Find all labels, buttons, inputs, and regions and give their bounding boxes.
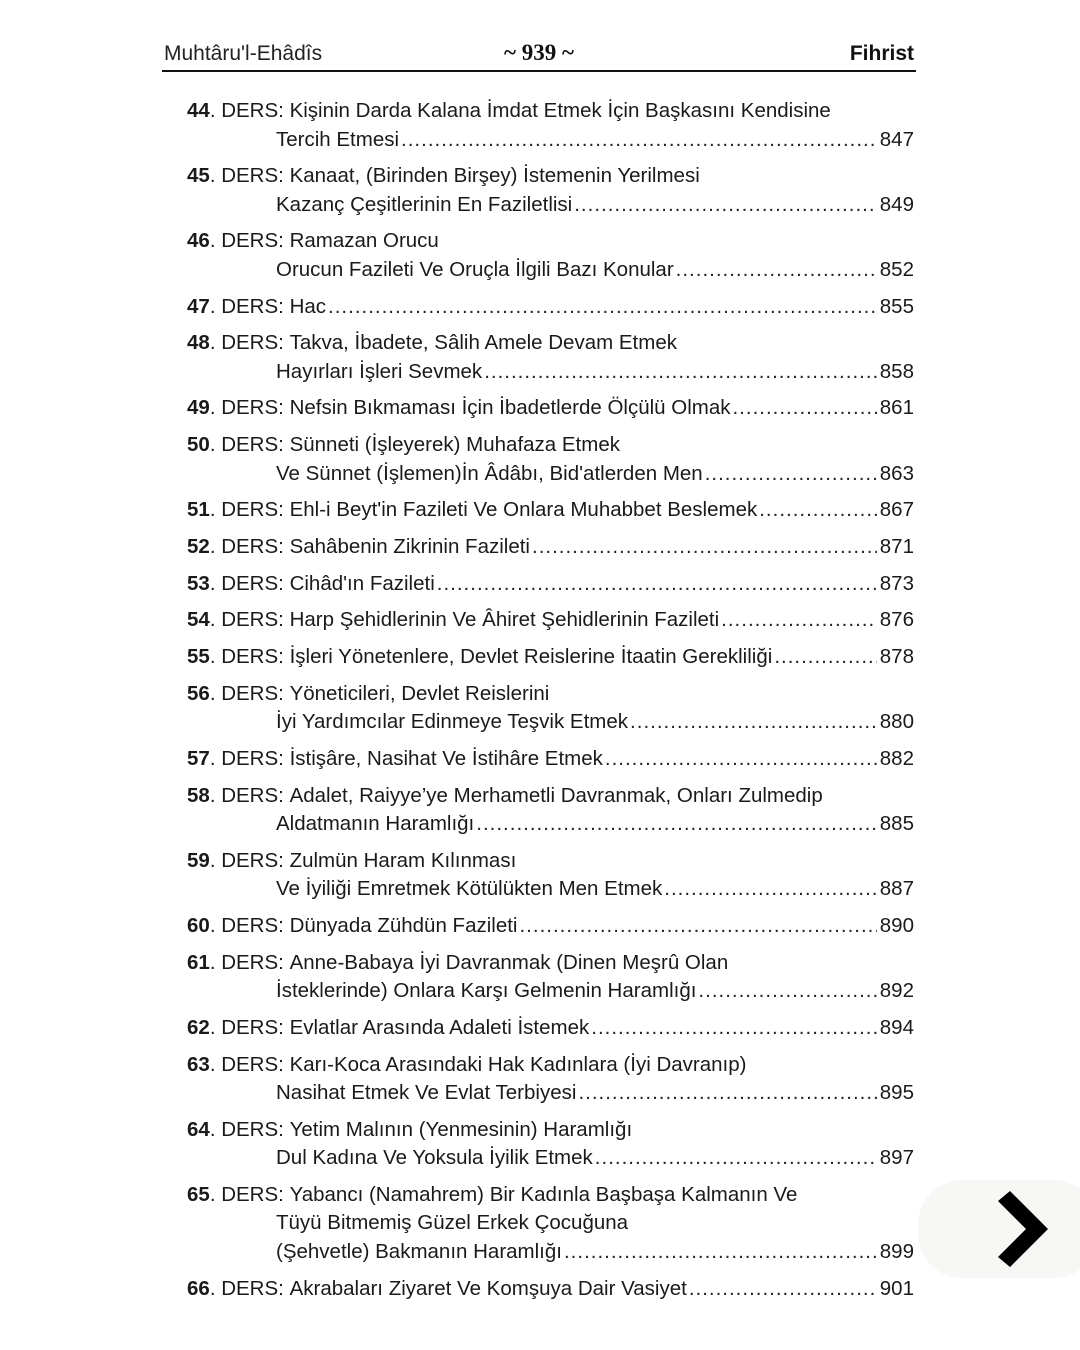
lesson-number: 50	[187, 433, 210, 457]
toc-entry-line	[187, 460, 914, 489]
lesson-prefix: . DERS:	[209, 1117, 290, 1141]
toc-entry-line	[187, 745, 914, 774]
dot-leader	[774, 643, 876, 672]
toc-entry-line	[187, 1079, 914, 1108]
toc-entry-line	[187, 810, 914, 839]
toc-entry[interactable]	[187, 162, 914, 219]
lesson-prefix: . DERS:	[209, 433, 290, 457]
page-ref: 894	[879, 1015, 914, 1039]
lesson-title: Akrabaları Ziyaret Ve Komşuya Dair Vasiyet	[289, 1276, 687, 1300]
dot-leader	[630, 708, 877, 737]
toc-entry[interactable]	[187, 329, 914, 386]
toc-entry[interactable]	[187, 782, 914, 839]
lesson-number: 58	[187, 783, 210, 807]
lesson-title: Aldatmanın Haramlığı	[276, 812, 475, 836]
dot-leader	[664, 875, 877, 904]
toc-entry-line	[187, 1275, 914, 1304]
toc-entry-line	[187, 496, 914, 525]
dot-leader	[698, 977, 876, 1006]
chevron-right-icon	[994, 1191, 1050, 1267]
lesson-number: 54	[187, 608, 210, 632]
lesson-title: Yabancı (Namahrem) Bir Kadınla Başbaşa Kalmanın Ve	[289, 1182, 798, 1206]
page-ref: 863	[879, 461, 914, 485]
toc-entry[interactable]	[187, 570, 914, 599]
lesson-prefix: . DERS:	[209, 914, 290, 937]
lesson-title: Ve Sünnet (İşlemen)İn Âdâbı, Bid'atlerden Men	[276, 461, 703, 485]
lesson-title: Zulmün Haram Kılınması	[289, 848, 517, 872]
toc-entry-line	[187, 1051, 914, 1080]
toc-entry-line	[187, 329, 914, 358]
lesson-title: Takva, İbadete, Sâlih Amele Devam Etmek	[289, 331, 677, 355]
toc-entry[interactable]	[187, 1051, 914, 1108]
toc-entry[interactable]	[187, 643, 914, 672]
page-ref: 895	[879, 1081, 914, 1105]
dot-leader	[759, 496, 877, 525]
toc-entry-line	[187, 256, 914, 285]
toc-entry[interactable]	[187, 496, 914, 525]
next-page-button[interactable]	[918, 1180, 1080, 1278]
lesson-number: 48	[187, 331, 210, 355]
lesson-title: Ehl-i Beyt'in Fazileti Ve Onlara Muhabbet Beslemek	[289, 498, 758, 522]
lesson-number: 56	[187, 681, 210, 705]
lesson-title: Sahâbenin Zikrinin Fazileti	[289, 535, 530, 558]
lesson-number: 47	[187, 294, 210, 318]
lesson-title: Nasihat Etmek Ve Evlat Terbiyesi	[276, 1081, 577, 1105]
lesson-number: 46	[187, 229, 210, 253]
dot-leader	[574, 191, 877, 220]
toc-entry-line	[187, 227, 914, 256]
dot-leader	[437, 570, 877, 599]
lesson-title: Nefsin Bıkmaması İçin İbadetlerde Ölçülü Olmak	[289, 396, 731, 420]
lesson-title: Ve İyiliği Emretmek Kötülükten Men Etmek	[276, 877, 663, 901]
lesson-number: 60	[187, 914, 210, 937]
toc-entry[interactable]	[187, 1014, 914, 1043]
toc-entry[interactable]	[187, 1116, 914, 1173]
page-ref: 892	[879, 979, 914, 1003]
lesson-prefix: . DERS:	[209, 783, 290, 807]
toc-entry[interactable]	[187, 949, 914, 1006]
page-ref: 867	[879, 498, 914, 522]
lesson-prefix: . DERS:	[209, 1052, 290, 1076]
lesson-number: 44	[187, 99, 210, 122]
toc-entry-line	[187, 708, 914, 737]
lesson-title: Harp Şehidlerinin Ve Âhiret Şehidlerinin Fazileti	[289, 608, 720, 632]
lesson-prefix: . DERS:	[209, 645, 290, 669]
lesson-number: 45	[187, 164, 210, 188]
lesson-prefix: . DERS:	[209, 294, 290, 318]
dot-leader	[328, 293, 877, 322]
toc-entry[interactable]	[187, 1181, 914, 1267]
table-of-contents	[187, 97, 914, 1311]
toc-entry-line	[187, 358, 914, 387]
lesson-prefix: . DERS:	[209, 164, 290, 188]
lesson-number: 55	[187, 645, 210, 669]
dot-leader	[605, 745, 877, 774]
lesson-prefix: . DERS:	[209, 950, 290, 974]
toc-entry-line	[187, 680, 914, 709]
lesson-title: Dul Kadına Ve Yoksula İyilik Etmek	[276, 1146, 593, 1170]
lesson-title: Kazanç Çeşitlerinin En Faziletlisi	[276, 192, 573, 216]
toc-entry-line	[187, 1181, 914, 1210]
lesson-title: İşleri Yönetenlere, Devlet Reislerine İtaatin Gerekliliği	[289, 645, 773, 669]
toc-entry-line	[187, 782, 914, 811]
lesson-prefix: . DERS:	[209, 681, 290, 705]
toc-entry[interactable]	[187, 394, 914, 423]
toc-entry-line	[187, 431, 914, 460]
lesson-title: Yetim Malının (Yenmesinin) Haramlığı	[289, 1117, 633, 1141]
toc-entry-line	[187, 126, 914, 155]
dot-leader	[721, 606, 877, 635]
dot-leader	[705, 460, 877, 489]
lesson-number: 57	[187, 746, 210, 770]
page-ref: 897	[879, 1146, 914, 1170]
dot-leader	[484, 358, 877, 387]
lesson-prefix: . DERS:	[209, 99, 290, 122]
lesson-title: Dünyada Zühdün Fazileti	[289, 914, 518, 937]
book-page	[162, 38, 916, 72]
toc-entry-line	[187, 977, 914, 1006]
section-name: Fihrist	[849, 42, 914, 65]
lesson-title: Hac	[289, 294, 327, 318]
toc-entry-line	[187, 570, 914, 599]
book-title: Muhtâru'l-Ehâdîs	[164, 42, 323, 65]
lesson-title: Anne-Babaya İyi Davranmak (Dinen Meşrû Olan	[289, 950, 729, 974]
dot-leader	[519, 912, 876, 941]
lesson-number: 51	[187, 498, 210, 522]
lesson-prefix: . DERS:	[209, 535, 290, 558]
lesson-number: 62	[187, 1015, 210, 1039]
page-ref: 858	[879, 359, 914, 383]
dot-leader	[676, 256, 877, 285]
page-ref: 873	[879, 571, 914, 595]
dot-leader	[578, 1079, 876, 1108]
toc-entry-line	[187, 1209, 914, 1238]
toc-entry[interactable]	[187, 606, 914, 635]
toc-entry-line	[187, 606, 914, 635]
dot-leader	[532, 533, 877, 562]
page-ref: 890	[879, 914, 914, 937]
dot-leader	[689, 1275, 877, 1304]
page-number: ~ 939 ~	[504, 40, 574, 65]
lesson-title: Evlatlar Arasında Adaleti İstemek	[289, 1015, 590, 1039]
toc-entry-line	[187, 875, 914, 904]
lesson-title: Karı-Koca Arasındaki Hak Kadınlara (İyi Davranıp)	[289, 1052, 747, 1076]
toc-entry-line	[187, 643, 914, 672]
toc-entry[interactable]	[187, 1275, 914, 1304]
toc-entry[interactable]	[187, 293, 914, 322]
lesson-number: 53	[187, 571, 210, 595]
lesson-prefix: . DERS:	[209, 1276, 290, 1300]
toc-entry-line	[187, 1116, 914, 1145]
lesson-prefix: . DERS:	[209, 498, 290, 522]
dot-leader	[564, 1238, 877, 1267]
page-ref: 876	[879, 608, 914, 632]
toc-entry[interactable]	[187, 97, 914, 154]
toc-entry[interactable]	[187, 847, 914, 904]
lesson-prefix: . DERS:	[209, 571, 290, 595]
toc-entry[interactable]	[187, 431, 914, 488]
lesson-title: Cihâd'ın Fazileti	[289, 571, 435, 595]
page-ref: 852	[879, 257, 914, 281]
page-ref: 847	[879, 127, 914, 151]
lesson-title: Kişinin Darda Kalana İmdat Etmek İçin Başkasını Kendisine	[289, 99, 831, 122]
lesson-number: 52	[187, 535, 210, 558]
toc-entry-line	[187, 162, 914, 191]
toc-entry-line	[187, 1144, 914, 1173]
lesson-prefix: . DERS:	[209, 608, 290, 632]
lesson-title: Hayırları İşleri Sevmek	[276, 359, 483, 383]
toc-entry[interactable]	[187, 745, 914, 774]
lesson-prefix: . DERS:	[209, 331, 290, 355]
toc-entry-line	[187, 847, 914, 876]
toc-entry[interactable]	[187, 912, 914, 941]
toc-entry-line	[187, 949, 914, 978]
lesson-prefix: . DERS:	[209, 746, 290, 770]
lesson-number: 59	[187, 848, 210, 872]
toc-entry-line	[187, 394, 914, 423]
page-ref: 878	[879, 645, 914, 669]
toc-entry[interactable]	[187, 533, 914, 562]
toc-entry-line	[187, 97, 914, 126]
lesson-number: 49	[187, 396, 210, 420]
toc-entry[interactable]	[187, 680, 914, 737]
toc-entry-line	[187, 912, 914, 941]
page-ref: 901	[879, 1276, 914, 1300]
page-ref: 887	[879, 877, 914, 901]
lesson-prefix: . DERS:	[209, 396, 290, 420]
toc-entry-line	[187, 293, 914, 322]
lesson-prefix: . DERS:	[209, 229, 290, 253]
lesson-prefix: . DERS:	[209, 1015, 290, 1039]
page-ref: 849	[879, 192, 914, 216]
lesson-title: İsteklerinde) Onlara Karşı Gelmenin Haramlığı	[276, 979, 697, 1003]
toc-entry-line	[187, 1014, 914, 1043]
lesson-title: Ramazan Orucu	[289, 229, 439, 253]
page-header	[162, 38, 916, 72]
lesson-title: Orucun Fazileti Ve Oruçla İlgili Bazı Konular	[276, 257, 674, 281]
lesson-number: 63	[187, 1052, 210, 1076]
toc-entry[interactable]	[187, 227, 914, 284]
page-ref: 855	[879, 294, 914, 318]
lesson-title: Tercih Etmesi	[276, 127, 400, 151]
lesson-number: 61	[187, 950, 210, 974]
toc-entry-line	[187, 533, 914, 562]
page-ref: 885	[879, 812, 914, 836]
lesson-title: Adalet, Raiyye’ye Merhametli Davranmak, Onları Zulmedip	[289, 783, 823, 807]
lesson-number: 64	[187, 1117, 210, 1141]
lesson-prefix: . DERS:	[209, 848, 290, 872]
page-ref: 861	[879, 396, 914, 420]
dot-leader	[595, 1144, 877, 1173]
lesson-title: Tüyü Bitmemiş Güzel Erkek Çocuğuna	[276, 1211, 629, 1235]
lesson-prefix: . DERS:	[209, 1182, 290, 1206]
lesson-title: İyi Yardımcılar Edinmeye Teşvik Etmek	[276, 710, 629, 734]
dot-leader	[476, 810, 877, 839]
lesson-title: Sünneti (İşleyerek) Muhafaza Etmek	[289, 433, 620, 457]
dot-leader	[732, 394, 876, 423]
page-ref: 880	[879, 710, 914, 734]
dot-leader	[401, 126, 877, 155]
lesson-number: 65	[187, 1182, 210, 1206]
lesson-title: Yöneticileri, Devlet Reislerini	[289, 681, 550, 705]
dot-leader	[591, 1014, 877, 1043]
lesson-number: 66	[187, 1276, 210, 1300]
lesson-title: Kanaat, (Birinden Birşey) İstemenin Yerilmesi	[289, 164, 700, 188]
lesson-title: (Şehvetle) Bakmanın Haramlığı	[276, 1239, 562, 1263]
toc-entry-line	[187, 1238, 914, 1267]
page-ref: 871	[879, 535, 914, 558]
toc-entry-line	[187, 191, 914, 220]
page-ref: 899	[879, 1239, 914, 1263]
lesson-title: İstişâre, Nasihat Ve İstihâre Etmek	[289, 746, 603, 770]
page-ref: 882	[879, 746, 914, 770]
